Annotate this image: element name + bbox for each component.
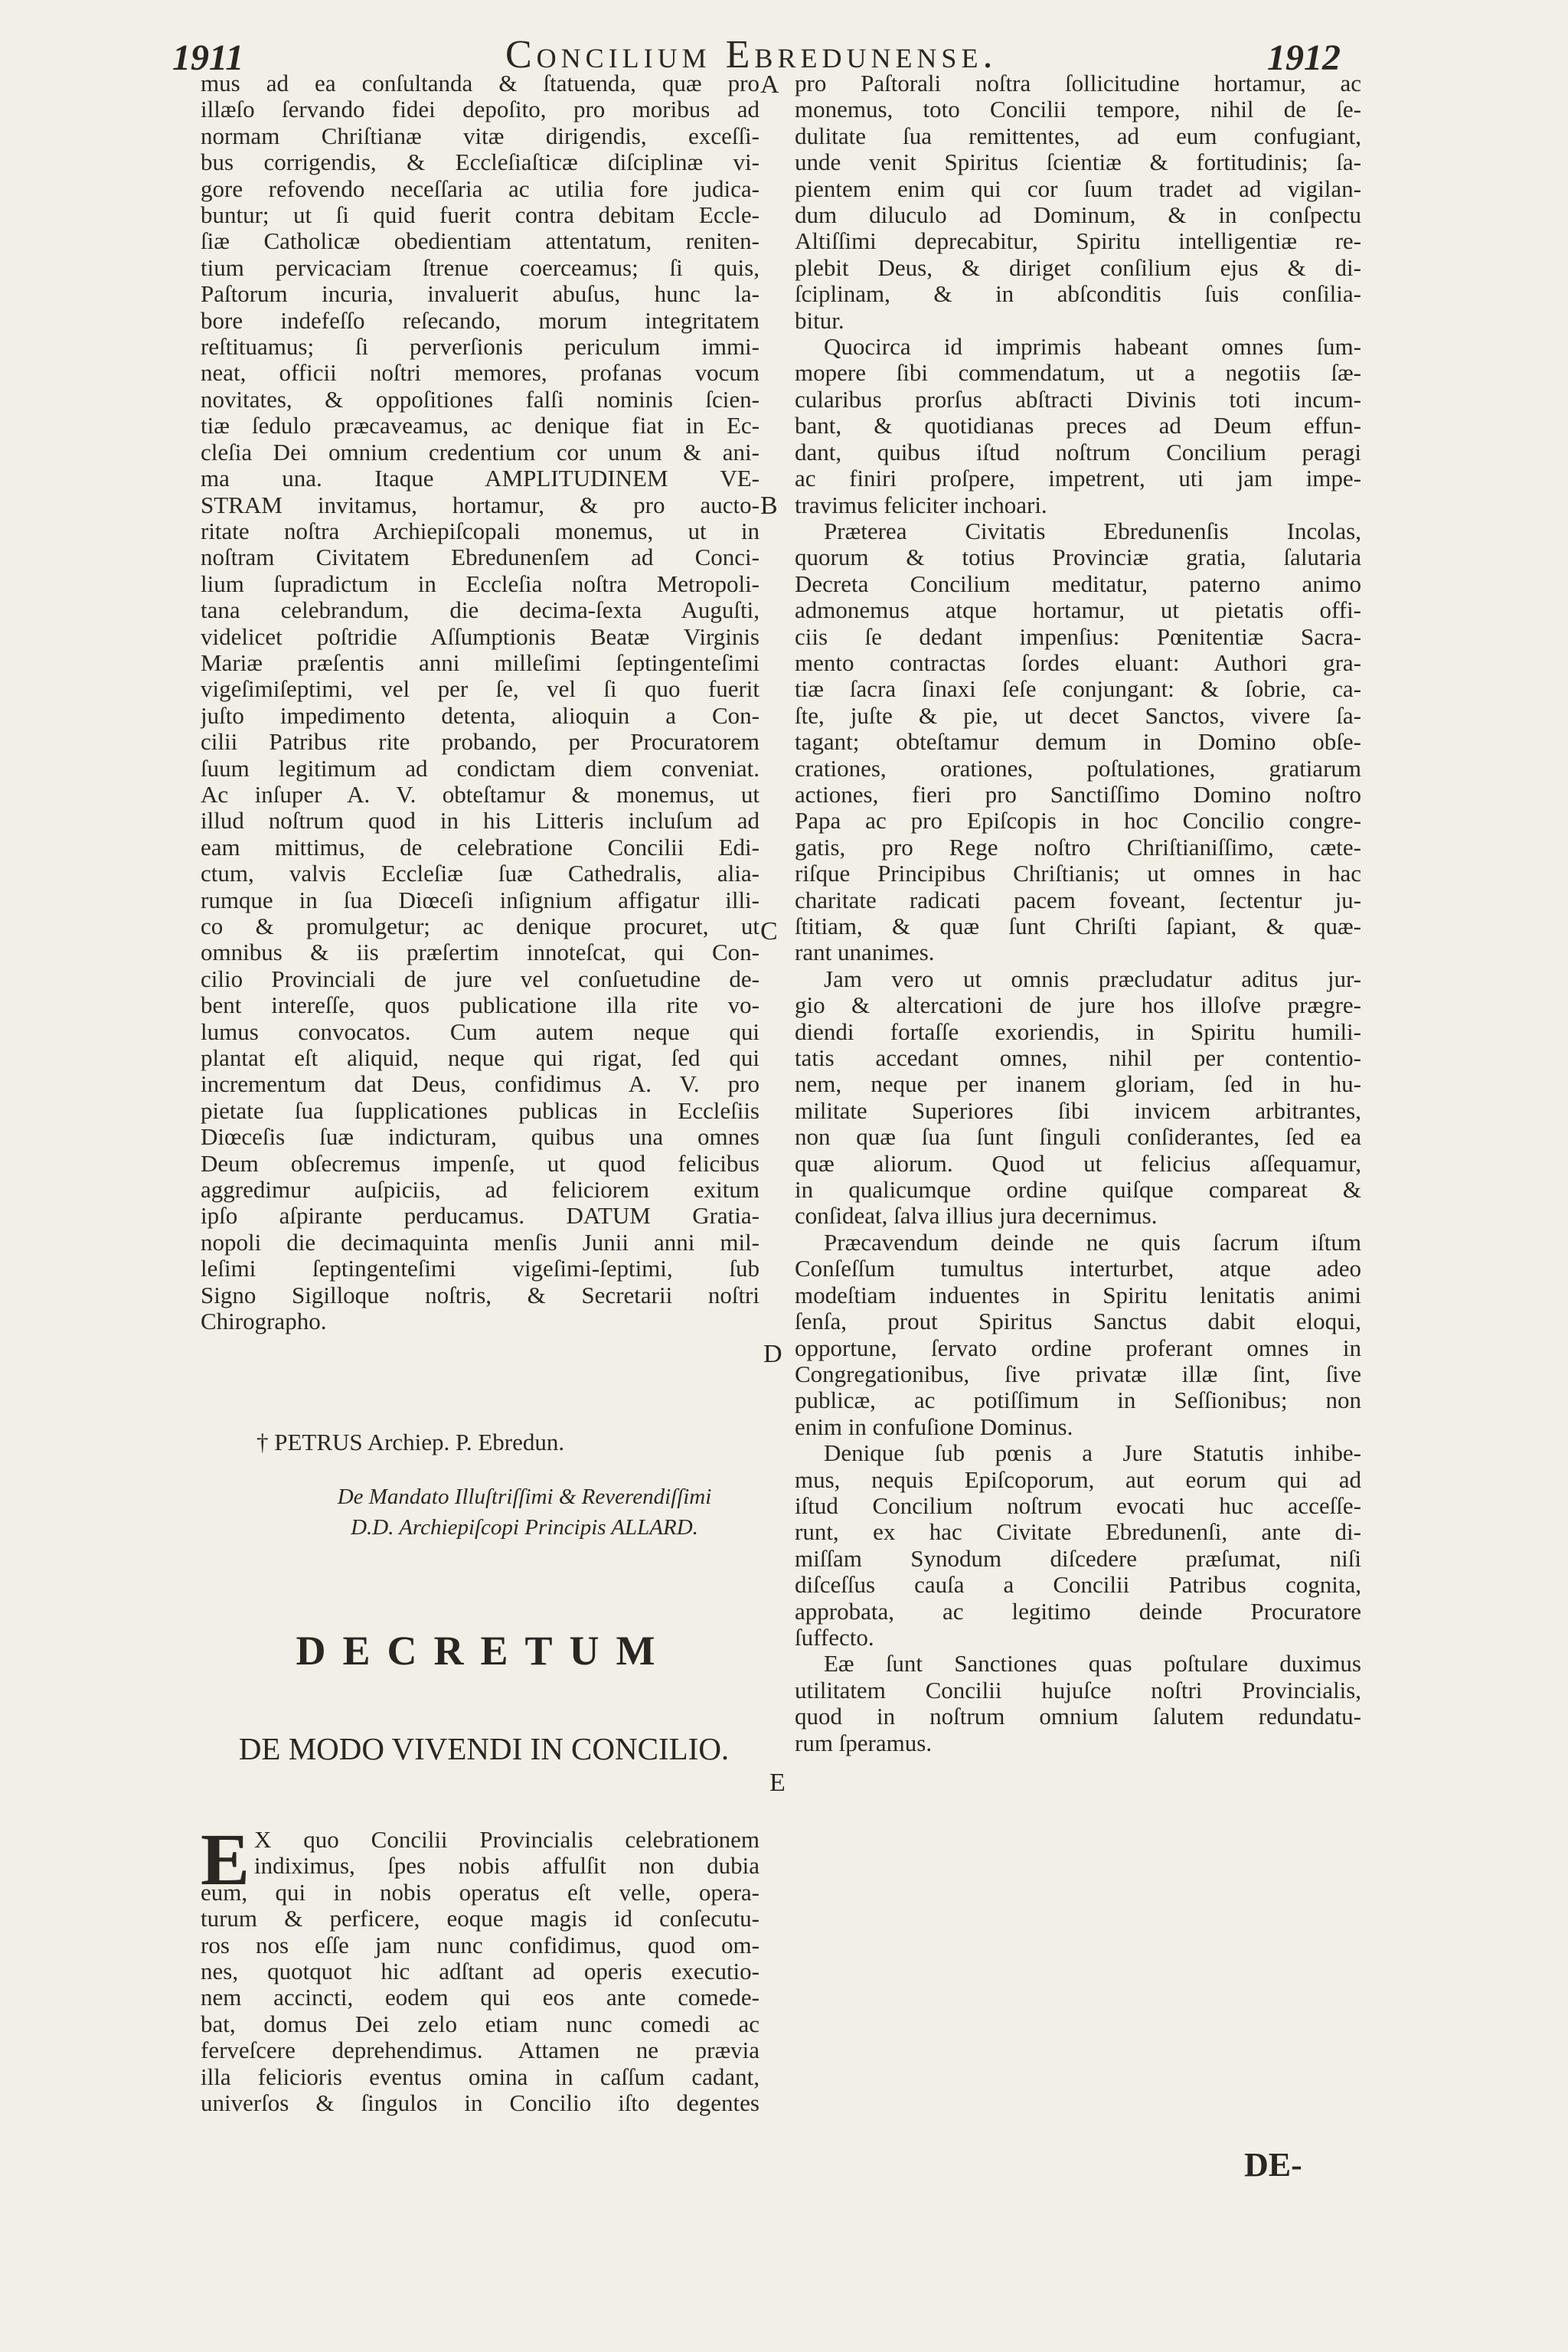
decree-paragraph — [201, 1818, 760, 2117]
text-line: Jam vero ut omnis præcludatur aditus jur- — [824, 965, 1361, 992]
text-line: ritate noſtra Archiepiſcopali monemus, ut in — [201, 518, 760, 544]
text-line: buntur; ut ſi quid fuerit contra debitam Eccle- — [201, 202, 760, 229]
text-line: ſciplinam, & in abſconditis ſuis conſilia- — [795, 281, 1361, 308]
text-line: mento contractas ſordes eluant: Authori gra- — [795, 649, 1361, 676]
text-line: Diœceſis ſuæ indicturam, quibus una omnes — [201, 1124, 760, 1151]
text-line: bent intereſſe, quos publicatione illa rite vo- — [201, 992, 760, 1019]
margin-letter-c: C — [760, 917, 778, 946]
text-line: Conſeſſum tumultus interturbet, atque adeo — [795, 1256, 1361, 1282]
margin-letter-d: D — [763, 1340, 782, 1368]
text-line: ferveſcere deprehendimus. Attamen ne prævia — [201, 2037, 760, 2064]
text-line: crationes, orationes, poſtulationes, gratiarum — [795, 755, 1361, 782]
text-line: tiæ ſacra ſinaxi ſeſe conjungant: & ſobrie, ca- — [795, 676, 1361, 703]
text-line: nem, neque per inanem gloriam, ſed in hu- — [795, 1071, 1361, 1098]
margin-letter-e: E — [769, 1769, 786, 1797]
text-line: Signo Sigilloque noſtris, & Secretarii noſtri — [201, 1282, 760, 1308]
paragraph — [795, 1230, 1361, 1440]
text-line: enim in confuſione Dominus. — [795, 1413, 1073, 1440]
text-line: illa felicioris eventus omina in caſſum cadant, — [201, 2063, 760, 2090]
drop-cap-letter: E — [201, 1818, 250, 1900]
text-line: ac finiri proſpere, impetrent, uti jam impe- — [795, 466, 1361, 492]
text-line: Quocirca id imprimis habeant omnes ſum- — [824, 334, 1361, 361]
text-line: diendi fortaſſe exoriendis, in Spiritu humili- — [795, 1018, 1361, 1045]
text-line: illud noſtrum quod in his Litteris incluſum ad — [201, 808, 760, 835]
text-line: iſtud Concilium noſtrum evocati huc acceſſe- — [795, 1492, 1361, 1519]
text-line: nes, quotquot hic adſtant ad operis executio- — [201, 1958, 760, 1985]
text-line: tana celebrandum, die decima-ſexta Auguſti, — [201, 597, 760, 624]
paragraph — [795, 1651, 1361, 1756]
text-line: Congregationibus, ſive privatæ illæ ſint, ſive — [795, 1361, 1361, 1387]
text-line: rumque in ſua Diœceſi inſignium affigatur illi- — [201, 887, 760, 913]
text-line: plantat eſt aliquid, neque qui rigat, ſed qui — [201, 1045, 760, 1072]
text-line: ſenſa, prout Spiritus Sanctus dabit eloqui, — [795, 1308, 1361, 1335]
mandate-line: De Mandato Illuſtriſſimi & Reverendiſſimi — [337, 1485, 712, 1509]
text-line: bat, domus Dei zelo etiam nunc comedi ac — [201, 2011, 760, 2037]
text-line: admonemus atque hortamur, ut pietatis offi- — [795, 597, 1361, 624]
text-line: Præcavendum deinde ne quis ſacrum iſtum — [824, 1229, 1361, 1256]
text-line: cilii Patribus rite probando, per Procuratorem — [201, 729, 760, 756]
text-line: X quo Concilii Provincialis celebrationem — [254, 1827, 760, 1853]
text-line: monemus, toto Concilii tempore, nihil de ſe- — [795, 96, 1361, 123]
text-line: tiæ ſedulo præcaveamus, ac denique fiat in Ec- — [201, 413, 760, 439]
right-column-text — [795, 70, 1361, 1756]
decree-subtitle: DE MODO VIVENDI IN CONCILIO. — [238, 1731, 730, 1766]
text-line: Præterea Civitatis Ebredunenſis Incolas, — [824, 518, 1361, 544]
page-number-left: 1911 — [172, 38, 244, 78]
text-line: tium pervicaciam ſtrenue coerceamus; ſi quis, — [201, 254, 760, 281]
text-line: in qualicumque ordine quiſque compareat & — [795, 1177, 1361, 1204]
text-line: eum, qui in nobis operatus eſt velle, opera- — [201, 1879, 760, 1906]
text-line: omnibus & iis præſertim innoteſcat, qui Con- — [201, 939, 760, 966]
text-line: unde venit Spiritus ſcientiæ & fortitudinis; ſa- — [795, 149, 1361, 176]
text-line: ctum, valvis Eccleſiæ ſuæ Cathedralis, alia- — [201, 861, 760, 887]
text-line: STRAM invitamus, hortamur, & pro aucto- — [201, 492, 760, 518]
text-line: reſtituamus; ſi perverſionis periculum immi- — [201, 334, 760, 361]
text-line: bitur. — [795, 307, 844, 334]
margin-letter-a: A — [760, 70, 779, 99]
text-line: utilitatem Concilii hujuſce noſtri Provincialis, — [795, 1677, 1361, 1704]
margin-letter-b: B — [760, 492, 778, 520]
text-line: illæſo ſervando fidei depoſito, pro moribus ad — [201, 96, 760, 123]
text-line: ſtitiam, & quæ ſunt Chriſti ſapiant, & quæ- — [795, 913, 1361, 939]
text-line: videlicet poſtridie Aſſumptionis Beatæ Virginis — [201, 623, 760, 650]
text-line: Deum obſecremus impenſe, ut quod felicibus — [201, 1150, 760, 1177]
text-line: tatis accedant omnes, nihil per contentio- — [795, 1045, 1361, 1072]
text-line: tagant; obteſtamur demum in Domino obſe- — [795, 729, 1361, 756]
text-line: charitate radicati pacem foveant, ſectentur ju- — [795, 887, 1361, 913]
mandate-line: D.D. Archiepiſcopi Principis ALLARD. — [351, 1515, 698, 1540]
text-line: travimus feliciter inchoari. — [795, 492, 1047, 518]
text-line: cularibus prorſus abſtracti Divinis toti incum- — [795, 386, 1361, 413]
text-line: rum ſperamus. — [795, 1730, 933, 1756]
text-line: Eæ ſunt Sanctiones quas poſtulare duximus — [824, 1651, 1361, 1677]
page-number-right: 1912 — [1267, 38, 1341, 78]
text-line: nopoli die decimaquinta menſis Junii anni mil- — [201, 1229, 760, 1256]
text-line: actiones, fieri pro Sanctiſſimo Domino noſtro — [795, 781, 1361, 808]
text-line: gio & altercationi de jure hos illoſve prægre- — [795, 992, 1361, 1019]
text-line: diſceſſus cauſa a Concilii Patribus cognita, — [795, 1572, 1361, 1599]
text-line: Papa ac pro Epiſcopis in hoc Concilio congre- — [795, 808, 1361, 835]
text-line: runt, ex hac Civitate Ebredunenſi, ante di- — [795, 1519, 1361, 1546]
text-line: leſimi ſeptingenteſimi vigeſimi-ſeptimi, ſub — [201, 1256, 760, 1282]
text-line: aggredimur auſpiciis, ad feliciorem exitum — [201, 1177, 760, 1204]
text-line: bore indefeſſo reſecando, morum integritatem — [201, 307, 760, 334]
text-line: nem accincti, eodem qui eos ante comede- — [201, 1984, 760, 2011]
text-line: cilio Provinciali de jure vel conſuetudine de- — [201, 965, 760, 992]
text-line: mopere ſibi commendatum, ut a negotiis ſæ- — [795, 360, 1361, 387]
text-line: rant unanimes. — [795, 939, 935, 966]
text-line: modeſtiam induentes in Spiritu lenitatis animi — [795, 1282, 1361, 1308]
text-line: mus ad ea conſultanda & ſtatuenda, quæ pro — [201, 70, 760, 96]
paragraph — [795, 1440, 1361, 1651]
text-line: juſto impedimento detenta, alioquin a Con- — [201, 702, 760, 729]
text-line: Ac inſuper A. V. obteſtamur & monemus, ut — [201, 781, 760, 808]
mandate-note — [291, 1481, 758, 1543]
text-line: quæ aliorum. Quod ut felicius aſſequamur, — [795, 1150, 1361, 1177]
text-line: non quæ ſua ſunt ſinguli conſiderantes, ſed ea — [795, 1124, 1361, 1151]
text-line: eam mittimus, de celebratione Concilii Edi- — [201, 834, 760, 861]
text-line: lium ſupradictum in Eccleſia noſtra Metropoli- — [201, 570, 760, 597]
text-line: incrementum dat Deus, confidimus A. V. pro — [201, 1071, 760, 1098]
text-line: mus, nequis Epiſcoporum, aut eorum qui ad — [795, 1466, 1361, 1493]
text-line: Mariæ præſentis anni milleſimi ſeptingenteſimi — [201, 649, 760, 676]
text-line: Paſtorum incuria, invaluerit abuſus, hunc la- — [201, 281, 760, 308]
text-line: neat, officii noſtri memores, profanas vocum — [201, 360, 760, 387]
text-line: indiximus, ſpes nobis affulſit non dubia — [254, 1853, 760, 1880]
text-line: dum diluculo ad Dominum, & in conſpectu — [795, 202, 1361, 229]
text-line: publicæ, ac potiſſimum in Seſſionibus; non — [795, 1387, 1361, 1414]
text-line: miſſam Synodum diſcedere præſumat, niſi — [795, 1545, 1361, 1572]
text-line: ros nos eſſe jam nunc confidimus, quod om- — [201, 1932, 760, 1958]
text-line: gore refovendo neceſſaria ac utilia fore judica- — [201, 175, 760, 202]
text-line: quod in noſtrum omnium ſalutem redundatu- — [795, 1704, 1361, 1730]
running-title: Concilium Ebredunense. — [505, 33, 998, 77]
text-line: plebit Deus, & diriget conſilium ejus & di- — [795, 254, 1361, 281]
paragraph — [795, 70, 1361, 334]
text-line: turum & perficere, eoque magis id conſecutu- — [201, 1906, 760, 1932]
text-line: dulitate ſua remittentes, ad eum confugiant, — [795, 122, 1361, 149]
text-line: pro Paſtorali noſtra ſollicitudine hortamur, ac — [795, 70, 1361, 96]
text-line: militate Superiores ſibi invicem arbitrantes, — [795, 1097, 1361, 1124]
text-line: ciis ſe dedant impenſius: Pœnitentiæ Sacra- — [795, 623, 1361, 650]
text-line: ſuum legitimum ad condictam diem conveniat. — [201, 755, 760, 782]
text-line: bant, & quotidianas preces ad Deum effun- — [795, 413, 1361, 439]
paragraph — [795, 966, 1361, 1230]
text-line: Decreta Concilium meditatur, paterno animo — [795, 570, 1361, 597]
text-line: Chirographo. — [201, 1308, 327, 1335]
text-line: pientem enim qui cor ſuum tradet ad vigilan- — [795, 175, 1361, 202]
text-line: co & promulgetur; ac denique procuret, ut — [201, 913, 760, 939]
text-line: normam Chriſtianæ vitæ dirigendis, exceſſi- — [201, 122, 760, 149]
text-line: noſtram Civitatem Ebredunenſem ad Conci- — [201, 544, 760, 571]
text-line: ipſo aſpirante perducamus. DATUM Gratia- — [201, 1203, 760, 1230]
paragraph — [795, 334, 1361, 518]
text-line: ſiæ Catholicæ obedientiam attentatum, reniten- — [201, 228, 760, 255]
text-line: opportune, ſervato ordine proferant omnes in — [795, 1334, 1361, 1361]
text-line: Denique ſub pœnis a Jure Statutis inhibe- — [824, 1440, 1361, 1467]
text-line: univerſos & ſingulos in Concilio iſto degentes — [201, 2090, 760, 2117]
text-line: lumus convocatos. Cum autem neque qui — [201, 1018, 760, 1045]
text-line: bus corrigendis, & Eccleſiaſticæ diſciplinæ vi- — [201, 149, 760, 176]
text-line: conſideat, ſalva illius jura decernimus. — [795, 1203, 1158, 1230]
catchword: DE- — [1244, 2146, 1302, 2184]
text-line: approbata, ac legitimo deinde Procuratore — [795, 1598, 1361, 1625]
text-line: ma una. Itaque AMPLITUDINEM VE- — [201, 466, 760, 492]
text-line: gatis, pro Rege noſtro Chriſtianiſſimo, cæte- — [795, 834, 1361, 861]
text-line: novitates, & oppoſitiones falſi nominis ſcien- — [201, 386, 760, 413]
paragraph — [795, 518, 1361, 966]
page-header — [0, 23, 1568, 78]
text-line: riſque Principibus Chriſtianis; ut omnes in hac — [795, 861, 1361, 887]
text-line: pietate ſua ſupplicationes publicas in Eccleſiis — [201, 1097, 760, 1124]
decree-title: DECRETUM — [296, 1628, 672, 1674]
text-line: vigeſimiſeptimi, vel per ſe, vel ſi quo fuerit — [201, 676, 760, 703]
signature-line: † PETRUS Archiep. P. Ebredun. — [256, 1429, 565, 1455]
text-line: ſuffecto. — [795, 1624, 874, 1651]
text-line: ſte, juſte & pie, ut decet Sanctos, vivere ſa- — [795, 702, 1361, 729]
text-line: dant, quibus iſtud noſtrum Concilium peragi — [795, 439, 1361, 466]
left-column-text — [201, 70, 760, 1335]
text-line: quorum & totius Provinciæ gratia, ſalutaria — [795, 544, 1361, 571]
text-line: cleſia Dei omnium credentium cor unum & ani- — [201, 439, 760, 466]
text-line: Altiſſimi deprecabitur, Spiritu intelligentiæ re- — [795, 228, 1361, 255]
